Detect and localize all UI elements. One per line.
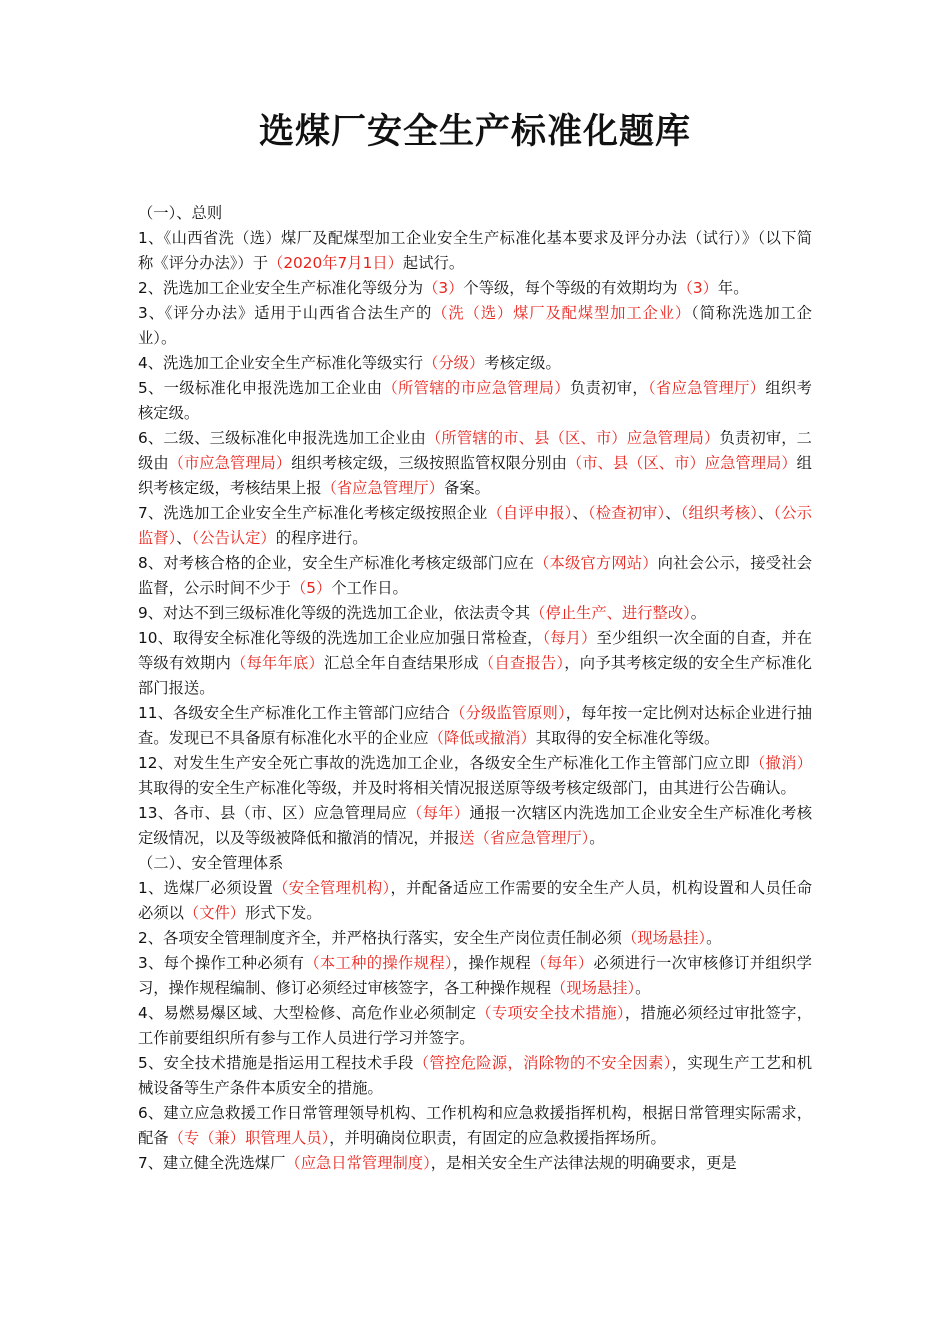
question-text: 、 [176, 529, 192, 547]
question-text: 1、《山西省洗（选）煤厂及配煤型加工企业安全生产标准化基本要求及评分办法（试行）》（以下简称《评分办法》）于 [138, 229, 812, 272]
question-text: 6、二级、三级标准化申报洗选加工企业由 [138, 429, 426, 447]
answer-text: （专（兼）职管理人员） [168, 1129, 330, 1147]
question-text: 8、对考核合格的企业，安全生产标准化考核定级部门应在 [138, 554, 535, 572]
question-item [138, 276, 812, 301]
answer-text: （每年） [407, 804, 470, 822]
answer-text: （组织考核） [680, 504, 758, 522]
section-heading: （二）、安全管理体系 [138, 854, 284, 872]
question-text: 组织考核定级，三级按照监管权限分别由 [291, 454, 567, 472]
answer-text: （应急日常管理制度） [285, 1154, 431, 1172]
answer-text: （分级监管原则） [450, 704, 566, 722]
answer-text: （现场悬挂） [621, 929, 707, 947]
question-text: ，并明确岗位职责，有固定的应急救援指挥场所。 [329, 1129, 666, 1147]
question-text: 13、各市、县（市、区）应急管理局应 [138, 804, 408, 822]
question-text: 6、建立应急救援工作日常管理领导机构、工作机构和应急救援指挥机构，根据日常管理实际需求，配备 [138, 1104, 812, 1147]
question-text: 11、各级安全生产标准化工作主管部门应结合 [138, 704, 451, 722]
question-item [138, 751, 812, 801]
answer-text: （停止生产、进行整改） [530, 604, 691, 622]
answer-text: （自评申报） [487, 504, 573, 522]
question-text: 起试行。 [402, 254, 465, 272]
question-text: 形式下发。 [245, 904, 322, 922]
question-text: 其取得的安全标准化等级。 [535, 729, 720, 747]
question-text: 。 [635, 979, 651, 997]
answer-text: （公示监督） [138, 504, 812, 547]
question-text: 4、洗选加工企业安全生产标准化等级实行 [138, 354, 424, 372]
question-item [138, 226, 812, 276]
answer-text: （5） [290, 579, 332, 597]
question-text: 3、每个操作工种必须有 [138, 954, 305, 972]
question-text: 个等级，每个等级的有效期均为 [463, 279, 678, 297]
question-item [138, 1051, 812, 1101]
answer-text: （安全管理机构） [273, 879, 391, 897]
answer-text: （2020年7月1日） [268, 254, 403, 272]
question-text: 7、建立健全洗选煤厂 [138, 1154, 286, 1172]
document-title: 选煤厂安全生产标准化题库 [258, 112, 691, 152]
question-item [138, 876, 812, 926]
document-body [138, 201, 812, 1176]
question-text: 、 [758, 504, 774, 522]
question-item [138, 1151, 812, 1176]
answer-text: （分级） [423, 354, 485, 372]
question-text: 3、《评分办法》适用于山西省合法生产的 [138, 304, 433, 322]
answer-text: （文件） [183, 904, 246, 922]
question-item [138, 376, 812, 426]
question-item [138, 426, 812, 501]
question-item [138, 551, 812, 601]
question-text: 5、安全技术措施是指运用工程技术手段 [138, 1054, 414, 1072]
question-item [138, 501, 812, 551]
answer-text: （降低或撤消） [428, 729, 536, 747]
question-text: 负责初审， [569, 379, 649, 397]
question-text: ，措施必须经过审批签字，工作前要组织所有参与工作人员进行学习并签字。 [138, 1004, 812, 1047]
answer-text: （省应急管理厅） [648, 379, 766, 397]
question-text: 12、对发生生产安全死亡事故的洗选加工企业，各级安全生产标准化工作主管部门应立即 [138, 754, 750, 772]
answer-text: （所管辖的市应急管理局） [382, 379, 570, 397]
question-text: ，是相关安全生产法律法规的明确要求，更是 [430, 1154, 737, 1172]
question-text: 负责初审，二级由 [138, 429, 812, 472]
answer-text: （每月） [542, 629, 597, 647]
question-text: 其取得的安全生产标准化等级，并及时将相关情况报送原等级考核定级部门，由其进行公告确认。 [138, 779, 796, 797]
question-text: 组织考核定级，考核结果上报 [138, 454, 812, 497]
question-text: 。 [690, 604, 707, 622]
question-text: 备案。 [443, 479, 490, 497]
question-text: ，每年按一定比例对达标企业进行抽查。发现已不具备原有标准化水平的企业应 [138, 704, 812, 747]
answer-text: （3） [423, 279, 464, 297]
answer-text: （检查初审） [587, 504, 666, 522]
question-text: 10、取得安全标准化等级的洗选加工企业应加强日常检查， [138, 629, 543, 647]
question-text: 至少组织一次全面的自查，并在等级有效期内 [138, 629, 812, 672]
question-text: ，并配备适应工作需要的安全生产人员，机构设置和人员任命必须以 [138, 879, 812, 922]
answer-text: （撤消） [749, 754, 812, 772]
answer-text: （洗（选）煤厂及配煤型加工企业） [432, 304, 692, 322]
answer-text: （自查报告） [478, 654, 565, 672]
question-text: 。 [589, 829, 605, 847]
question-text: ，向予其考核定级的安全生产标准化部门报送。 [138, 654, 812, 697]
question-text: 4、易燃易爆区域、大型检修、高危作业必须制定 [138, 1004, 477, 1022]
answer-text: （现场悬挂） [551, 979, 636, 997]
question-item [138, 801, 812, 851]
question-text: （简称洗选加工企业）。 [138, 304, 812, 347]
answer-text: （每年年底） [230, 654, 324, 672]
question-text: 2、各项安全管理制度齐全，并严格执行落实，安全生产岗位责任制必须 [138, 929, 622, 947]
answer-text: （市、县（区、市）应急管理局） [566, 454, 797, 472]
answer-text: （公告认定） [191, 529, 276, 547]
section-heading: （一）、总则 [138, 204, 223, 222]
question-text: 考核定级。 [484, 354, 561, 372]
question-text: 年。 [717, 279, 749, 297]
question-item [138, 601, 812, 626]
answer-text: （本级官方网站） [534, 554, 658, 572]
question-text: 、 [572, 504, 588, 522]
question-text: 2、洗选加工企业安全生产标准化等级分为 [138, 279, 424, 297]
question-text: 5、一级标准化申报洗选加工企业由 [138, 379, 383, 397]
question-text: 、 [665, 504, 681, 522]
question-text: 通报一次辖区内洗选加工企业安全生产标准化考核定级情况，以及等级被降低和撤消的情况，并报 [138, 804, 812, 847]
answer-text: 送（省应急管理厅） [459, 829, 590, 847]
answer-text: （省应急管理厅） [321, 479, 444, 497]
question-text: 汇总全年自查结果形成 [323, 654, 479, 672]
question-text: 7、洗选加工企业安全生产标准化考核定级按照企业 [138, 504, 488, 522]
question-text: 1、选煤厂必须设置 [138, 879, 274, 897]
question-text: 的程序进行。 [275, 529, 368, 547]
question-item [138, 626, 812, 701]
question-text: 向社会公示，接受社会监督，公示时间不少于 [138, 554, 812, 597]
question-text: 。 [706, 929, 722, 947]
answer-text: （本工种的操作规程） [304, 954, 453, 972]
question-item [138, 951, 812, 1001]
question-item [138, 351, 812, 376]
answer-text: （所管辖的市、县（区、市）应急管理局） [425, 429, 720, 447]
question-text: 9、对达不到三级标准化等级的洗选加工企业，依法责令其 [138, 604, 531, 622]
answer-text: （3） [677, 279, 718, 297]
answer-text: （专项安全技术措施） [476, 1004, 625, 1022]
question-item [138, 926, 812, 951]
question-item [138, 701, 812, 751]
question-text: 组织考核定级。 [138, 379, 812, 422]
answer-text: （管控危险源，消除物的不安全因素） [413, 1054, 672, 1072]
question-text: 个工作日。 [331, 579, 408, 597]
question-text: ，操作规程 [452, 954, 532, 972]
question-text: ，实现生产工艺和机械设备等生产条件本质安全的措施。 [138, 1054, 812, 1097]
answer-text: （市应急管理局） [168, 454, 292, 472]
question-item [138, 1101, 812, 1151]
question-text: 必须进行一次审核修订并组织学习，操作规程编制、修订必须经过审核签字，各工种操作规程 [138, 954, 812, 997]
question-item [138, 1001, 812, 1051]
question-item [138, 301, 812, 351]
answer-text: （每年） [531, 954, 594, 972]
